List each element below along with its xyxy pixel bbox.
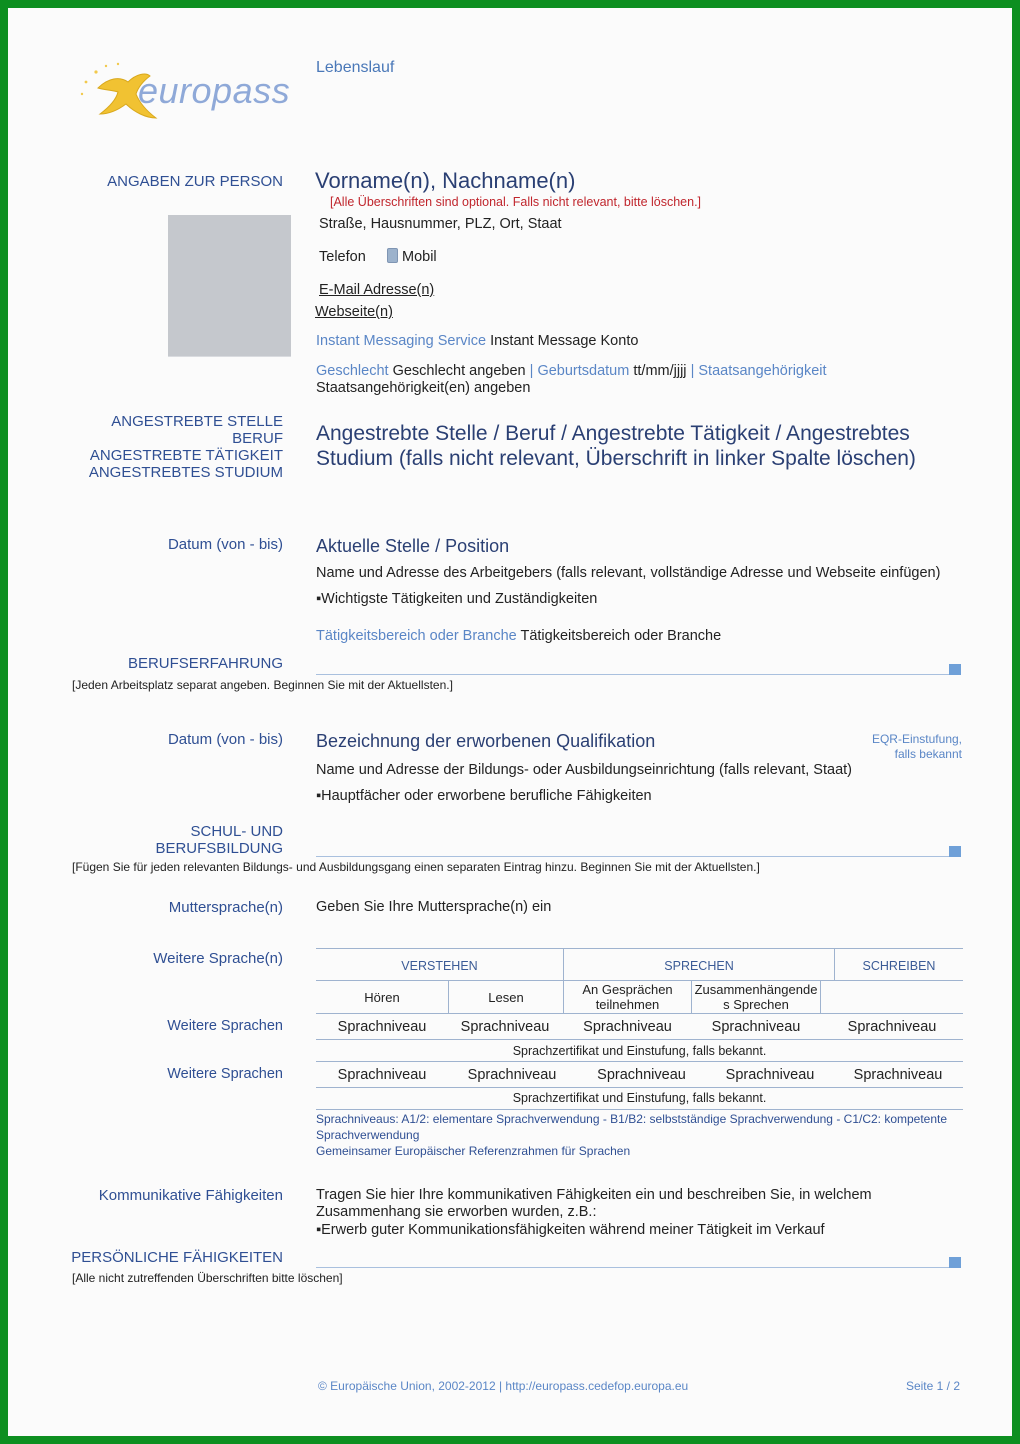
personal-skills-label: PERSÖNLICHE FÄHIGKEITEN [71,1249,283,1266]
communication-skills-label: Kommunikative Fähigkeiten [98,1187,283,1204]
language-row2-production: Sprachniveau [725,1067,815,1083]
language-row1-interaction: Sprachniveau [583,1019,672,1035]
birth-value: tt/mm/jjjj [633,363,687,379]
photo-placeholder [168,215,291,357]
im-label: Instant Messaging Service [316,333,487,349]
email-link[interactable]: E-Mail Adresse(n) [319,282,435,298]
subheader-interaction-2: teilnehmen [595,997,660,1012]
header-understanding: VERSTEHEN [401,959,478,973]
grid-vline-6 [820,980,821,1013]
eqr-line2: falls bekannt [894,747,962,761]
skills-note: [Alle nicht zutreffenden Überschriften bitte löschen] [72,1271,343,1285]
employer: Name und Adresse des Arbeitgebers (falls relevant, vollständige Adresse und Webseite einfügen) [316,565,941,581]
subheader-listening: Hören [364,990,400,1005]
institution: Name und Adresse der Bildungs- oder Ausbildungseinrichtung (falls relevant, Staat) [316,762,852,778]
skills-divider [316,1267,961,1268]
education-note: [Fügen Sie für jeden relevanten Bildungs- und Ausbildungsgang einen separaten Eintrag hinzu. Beginnen Sie mit der Aktuellsten.] [72,860,760,874]
subheader-interaction-1: An Gesprächen [582,982,673,997]
cv-page [8,8,1012,1436]
logo-text: europass [138,70,291,111]
target-label-line4: ANGESTREBTES STUDIUM [88,464,283,481]
sector-value: Tätigkeitsbereich oder Branche [520,628,722,644]
grid-line-header [316,980,963,981]
im-value: Instant Message Konto [490,333,639,349]
education-section-label-line2: BERUFSBILDUNG [155,840,283,857]
optional-note: [Alle Überschriften sind optional. Falls nicht relevant, bitte löschen.] [330,195,702,209]
language-row2-interaction: Sprachniveau [597,1067,686,1083]
person-name: Vorname(n), Nachname(n) [315,168,576,193]
person-section-label: ANGABEN ZUR PERSON [107,173,283,190]
education-qualification: Bezeichnung der erworbenen Qualifikation [316,731,656,751]
communication-bullet-text: Erwerb guter Kommunikationsfähigkeiten während meiner Tätigkeit im Verkauf [321,1222,825,1238]
experience-divider [316,674,961,675]
nationality-label: Staatsangehörigkeit [698,363,827,379]
education-bullet: ▪Hauptfächer oder erworbene berufliche Fähigkeiten [316,788,652,804]
language-row2-reading: Sprachniveau [467,1067,557,1083]
grid-line-row1 [316,1039,963,1040]
gender-value: Geschlecht angeben [392,363,526,379]
language-row1-writing: Sprachniveau [847,1019,937,1035]
education-bullet-text: Hauptfächer oder erworbene berufliche Fähigkeiten [321,788,652,804]
target-text-line2: Studium (falls nicht relevant, Überschrift in linker Spalte löschen) [316,447,916,470]
experience-bullet-text: Wichtigste Tätigkeiten und Zuständigkeiten [321,591,598,607]
grid-line-cert1 [316,1061,963,1062]
im-line [316,333,638,349]
communication-bullet: ▪Erwerb guter Kommunikationsfähigkeiten während meiner Tätigkeit im Verkauf [316,1222,825,1238]
experience-note: [Jeden Arbeitsplatz separat angeben. Beginnen Sie mit der Aktuellsten.] [72,678,453,692]
language-legend-line1: Sprachniveaus: A1/2: elementare Sprachverwendung - B1/B2: selbstständige Sprachverwendung - C1/C2: kompetente [316,1112,948,1126]
grid-line-subheader [316,1013,963,1014]
experience-position: Aktuelle Stelle / Position [316,536,510,556]
subheader-reading: Lesen [488,990,524,1005]
language-row2-writing: Sprachniveau [853,1067,943,1083]
header-writing: SCHREIBEN [862,959,936,973]
mobile-phone-icon [387,248,398,263]
personal-info-line: Geschlecht Geschlecht angeben | Geburtsdatum tt/mm/jjjj | Staatsangehörigkeit [316,363,827,379]
mother-tongue-value: Geben Sie Ihre Muttersprache(n) ein [316,899,552,915]
skills-divider-marker [949,1257,961,1268]
language-row1-production: Sprachniveau [711,1019,801,1035]
grid-line-cert2 [316,1109,963,1110]
experience-date-label: Datum (von - bis) [167,536,283,553]
education-section-label-line1: SCHUL- UND [190,823,283,840]
gender-label: Geschlecht [316,363,389,379]
birth-label: Geburtsdatum [537,363,630,379]
phone-label: Telefon [319,249,366,265]
education-divider [316,856,961,857]
experience-bullet: ▪Wichtigste Tätigkeiten und Zuständigkeiten [316,591,598,607]
grid-line-top [316,948,963,949]
language-row1-listening: Sprachniveau [337,1019,427,1035]
target-label-line3: ANGESTREBTE TÄTIGKEIT [89,447,283,464]
europass-logo [76,60,296,124]
language-row1-label: Weitere Sprachen [167,1018,283,1034]
experience-section-label: BERUFSERFAHRUNG [127,655,283,672]
education-divider-marker [949,846,961,857]
language-legend-line3: Gemeinsamer Europäischer Referenzrahmen für Sprachen [316,1144,631,1158]
language-row1-cert: Sprachzertifikat und Einstufung, falls bekannt. [512,1044,767,1058]
language-legend-line2: Sprachverwendung [316,1128,420,1142]
website-link[interactable]: Webseite(n) [315,304,393,320]
language-row2-cert: Sprachzertifikat und Einstufung, falls bekannt. [512,1091,767,1105]
communication-line1: Tragen Sie hier Ihre kommunikativen Fähigkeiten ein und beschreiben Sie, in welchem [316,1187,872,1203]
target-label-line1: ANGESTREBTE STELLE [111,413,283,430]
mobile-label: Mobil [402,249,437,265]
subheader-production-2: s Sprechen [723,997,789,1012]
address: Straße, Hausnummer, PLZ, Ort, Staat [319,216,562,232]
eqr-line1: EQR-Einstufung, [871,732,962,746]
other-languages-label: Weitere Sprache(n) [153,950,283,967]
doc-title: Lebenslauf [316,59,395,76]
language-row2-listening: Sprachniveau [337,1067,427,1083]
footer-copyright: © Europäische Union, 2002-2012 | http://europass.cedefop.europa.eu [318,1379,689,1393]
footer-page-number: Seite 1 / 2 [905,1379,960,1393]
grid-line-row2 [316,1087,963,1088]
nationality-value: Staatsangehörigkeit(en) angeben [316,380,531,396]
header-speaking: SPRECHEN [664,959,734,973]
subheader-production-1: Zusammenhängende [694,982,818,997]
language-row2-label: Weitere Sprachen [167,1066,283,1082]
sector-label: Tätigkeitsbereich oder Branche [316,628,517,644]
sector-line [316,628,721,644]
experience-divider-marker [949,664,961,675]
language-row1-reading: Sprachniveau [460,1019,550,1035]
target-label-line2: BERUF [232,430,283,447]
target-text-line1: Angestrebte Stelle / Beruf / Angestrebte Tätigkeit / Angestrebtes [316,422,910,445]
education-date-label: Datum (von - bis) [167,731,283,748]
mother-tongue-label: Muttersprache(n) [168,899,283,916]
communication-line2: Zusammenhang sie erworben wurden, z.B.: [316,1204,597,1220]
